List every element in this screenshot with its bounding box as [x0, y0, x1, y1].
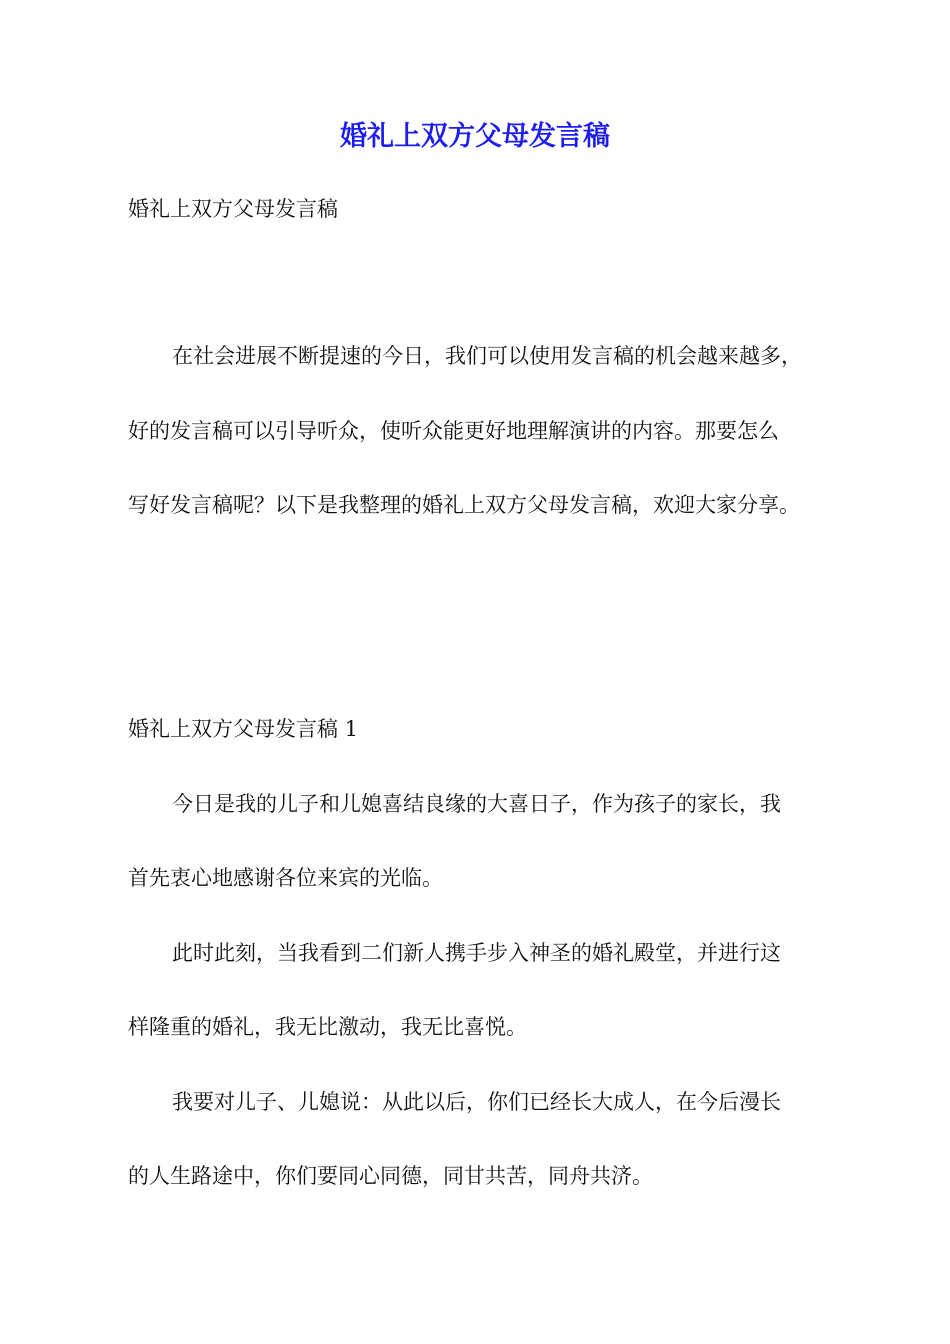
paragraph-line: 样隆重的婚礼，我无比激动，我无比喜悦。	[128, 1015, 527, 1039]
paragraph-line: 写好发言稿呢？以下是我整理的婚礼上双方父母发言稿，欢迎大家分享。	[128, 493, 800, 517]
document-subtitle: 婚礼上双方父母发言稿	[128, 197, 338, 221]
paragraph-line: 今日是我的儿子和儿媳喜结良缘的大喜日子，作为孩子的家长，我	[172, 792, 781, 816]
paragraph-line: 此时此刻，当我看到二们新人携手步入神圣的婚礼殿堂，并进行这	[172, 941, 781, 965]
document-title: 婚礼上双方父母发言稿	[340, 121, 610, 152]
paragraph-line: 好的发言稿可以引导听众，使听众能更好地理解演讲的内容。那要怎么	[128, 419, 779, 443]
paragraph-line: 在社会进展不断提速的今日，我们可以使用发言稿的机会越来越多，	[172, 344, 802, 368]
paragraph-line: 首先衷心地感谢各位来宾的光临。	[128, 866, 443, 890]
section-heading: 婚礼上双方父母发言稿 1	[128, 717, 359, 741]
paragraph-line: 的人生路途中，你们要同心同德，同甘共苦，同舟共济。	[128, 1164, 653, 1188]
paragraph-line: 我要对儿子、儿媳说：从此以后，你们已经长大成人，在今后漫长	[172, 1090, 781, 1114]
